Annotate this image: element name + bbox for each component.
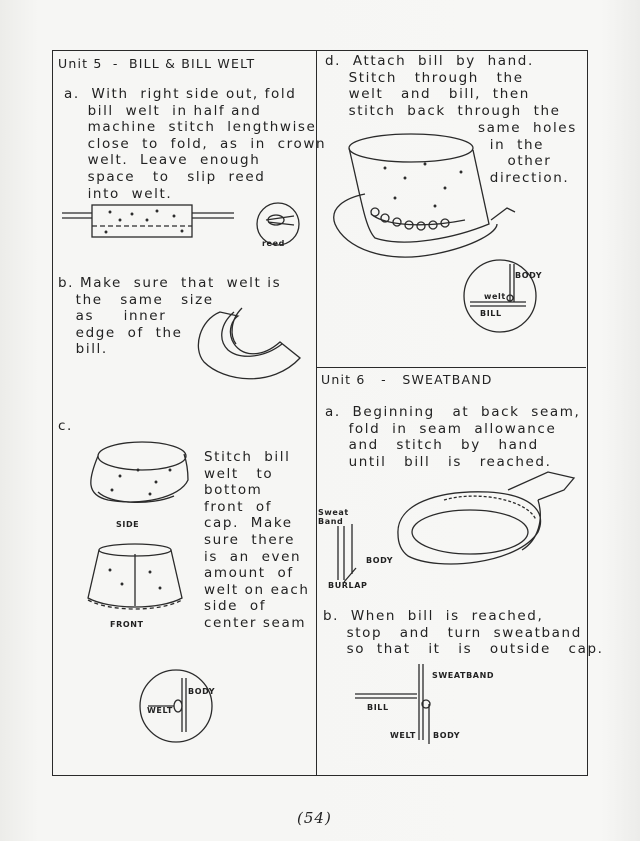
sweatband-label: Sweat Band [318, 508, 349, 526]
unit5-step-c: Stitch bill welt to bottom front of cap. Make sure there is an even amount of welt on each side of center seam [204, 449, 310, 631]
step-d-text-right: same holes in the other direction. [478, 120, 577, 186]
unit6-step-b: b. When bill is reached, stop and turn sweatband so that it is outside cap. [323, 608, 604, 658]
page-number: (54) [297, 809, 332, 827]
burlap-label: BURLAP [328, 581, 368, 590]
cap-front-illustration [80, 540, 190, 615]
unit5-step-a: a. With right side out, fold bill welt in half and machine stitch lengthwise close to fold, as in crown welt. Leave enough space to slip reed into welt. [64, 86, 327, 202]
cap-sweatband-illustration [388, 460, 578, 580]
reed-label: reed [262, 239, 285, 248]
unit5-title: Unit 5 - BILL & BILL WELT [58, 56, 256, 71]
unit6-step-a: a. Beginning at back seam, fold in seam allowance and stitch by hand until bill is reached. [325, 404, 581, 470]
body-label-6a: BODY [366, 556, 394, 565]
unit6-title: Unit 6 - SWEATBAND [321, 372, 493, 387]
section-divider [316, 367, 586, 368]
unit5-step-c-label: c. [58, 418, 73, 434]
bill-label-diagram: BILL [367, 703, 389, 712]
body-label-c: BODY [188, 687, 216, 696]
cap-bill-attach-illustration [325, 128, 515, 268]
unit5-step-b: b. Make sure that welt is the same size as inner edge of the bill. [58, 275, 282, 358]
bill-label-d: BILL [480, 309, 502, 318]
cap-side-illustration [80, 440, 200, 515]
side-label: SIDE [116, 520, 140, 529]
body-label-d: BODY [515, 271, 543, 280]
welt-label-c: WELT [147, 706, 173, 715]
welt-label-d: welt [484, 292, 506, 301]
step-d-text: d. Attach bill by hand. Stitch through the welt and bill, then stitch back through the [325, 53, 561, 119]
sweatband-label-diagram: SWEATBAND [432, 671, 495, 680]
welt-label-diagram: WELT [390, 731, 416, 740]
body-label-diagram: BODY [433, 731, 461, 740]
front-label: FRONT [110, 620, 144, 629]
bill-welt-illustration [190, 300, 310, 390]
